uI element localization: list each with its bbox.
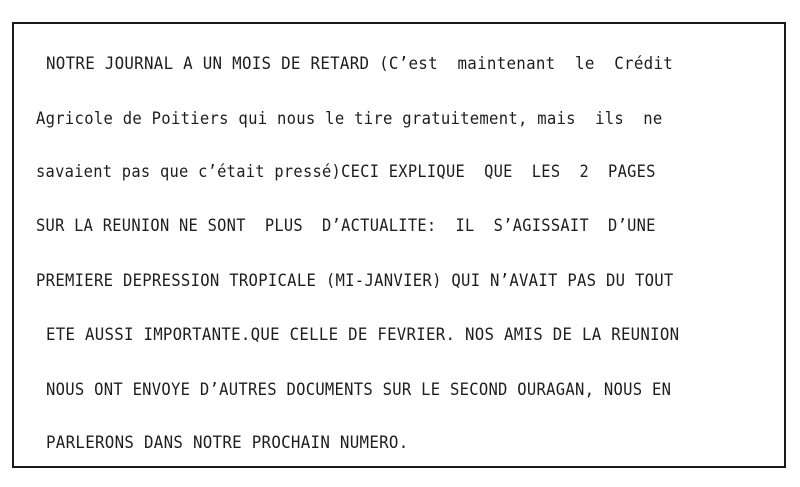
text-line-5: PREMIERE DEPRESSION TROPICALE (MI-JANVIER) QUI N’AVAIT PAS DU TOUT xyxy=(36,271,674,291)
text-line-3: savaient pas que c’était pressé)CECI EXPLIQUE QUE LES 2 PAGES xyxy=(36,162,656,182)
text-line-6: ETE AUSSI IMPORTANTE.QUE CELLE DE FEVRIER. NOS AMIS DE LA REUNION xyxy=(46,325,680,345)
text-line-4: SUR LA REUNION NE SONT PLUS D’ACTUALITE: IL S’AGISSAIT D’UNE xyxy=(36,216,656,236)
text-line-7: NOUS ONT ENVOYE D’AUTRES DOCUMENTS SUR LE SECOND OURAGAN, NOUS EN xyxy=(46,380,672,400)
text-line-1: NOTRE JOURNAL A UN MOIS DE RETARD (C’est maintenant le Crédit xyxy=(46,54,674,74)
text-line-2: Agricole de Poitiers qui nous le tire gratuitement, mais ils ne xyxy=(36,109,663,129)
text-line-8: PARLERONS DANS NOTRE PROCHAIN NUMERO. xyxy=(46,433,409,453)
document-frame xyxy=(12,22,786,468)
